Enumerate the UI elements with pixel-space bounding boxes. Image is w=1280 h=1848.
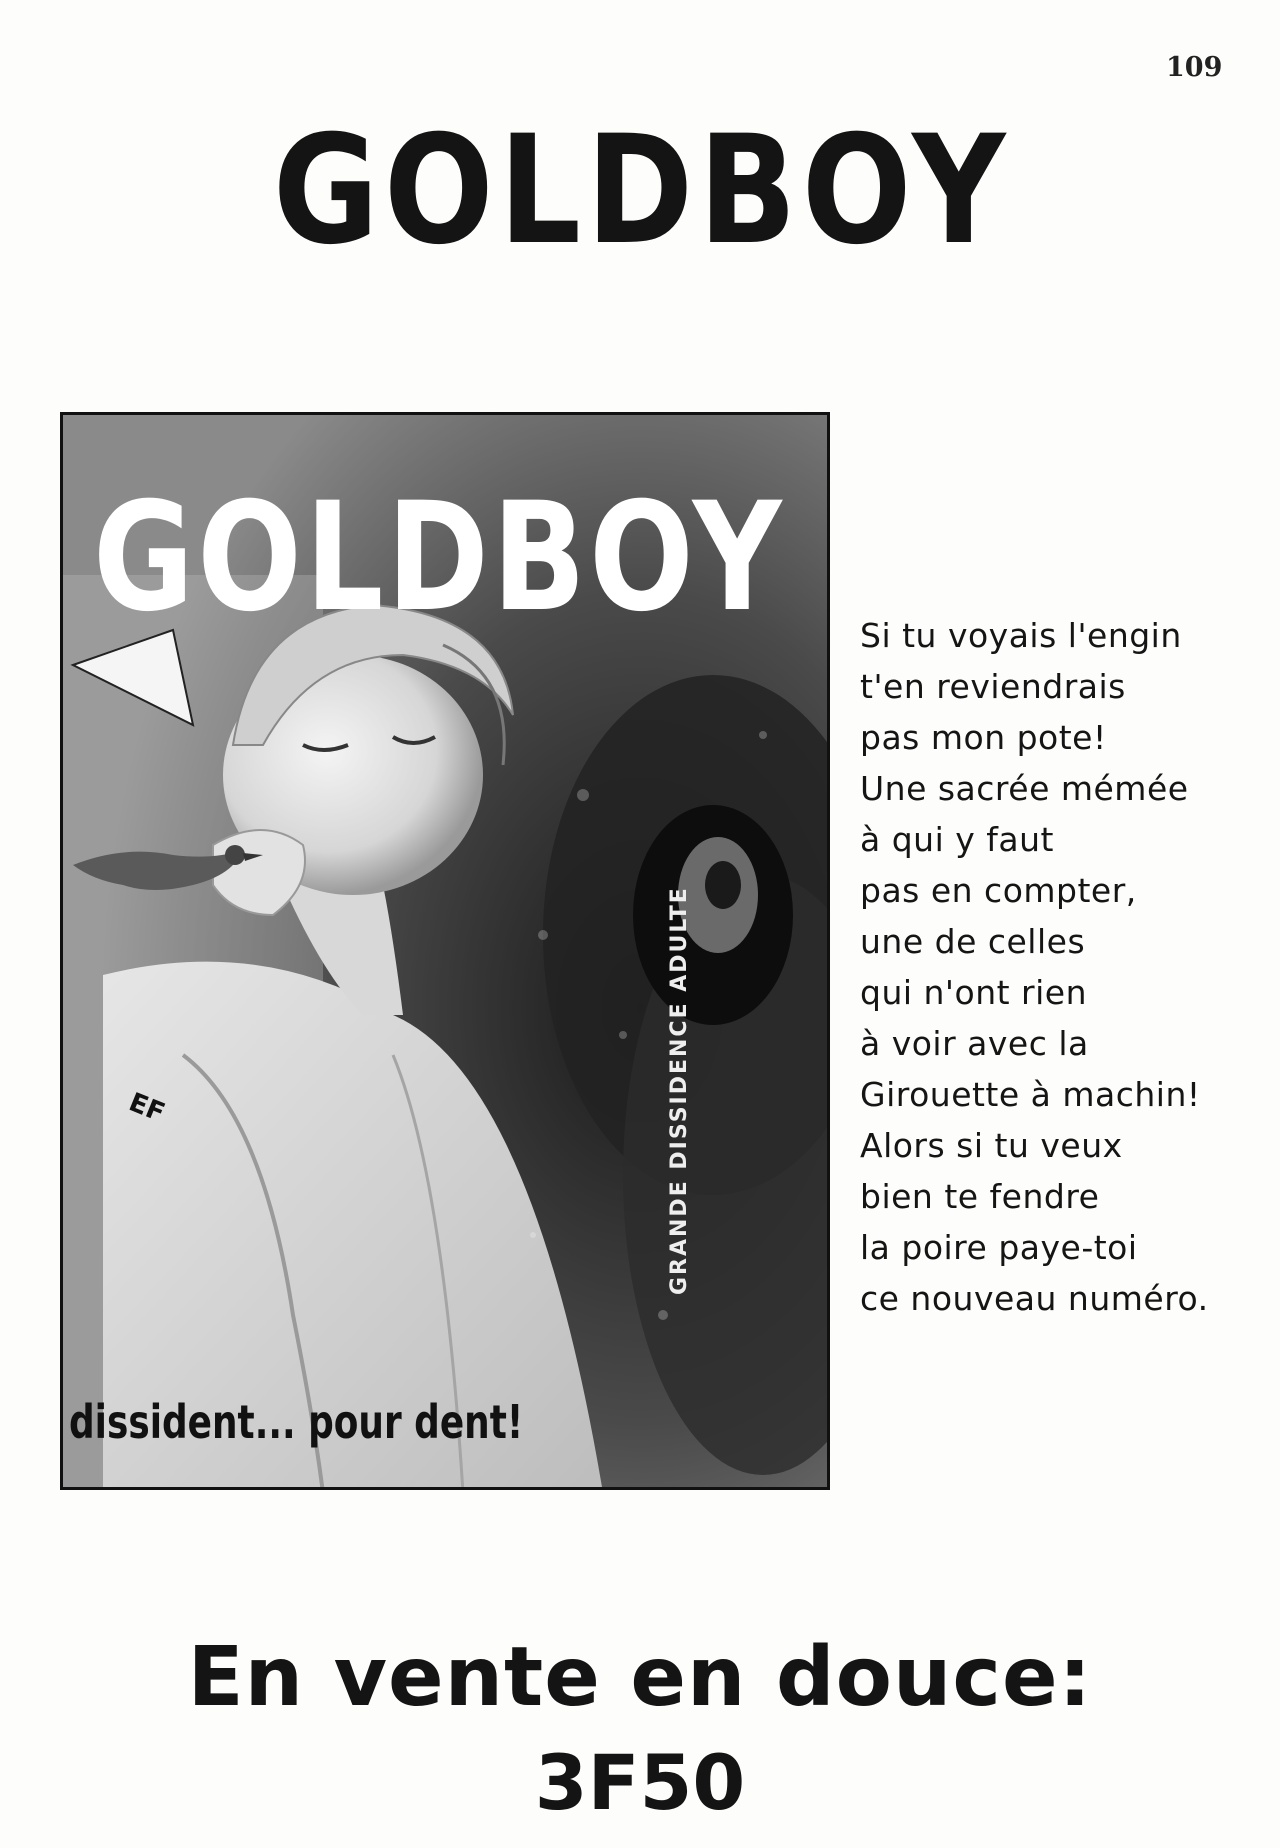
- poem-line: Si tu voyais l'engin: [860, 616, 1182, 655]
- poem-line: à voir avec la: [860, 1024, 1089, 1063]
- cover-title: GOLDBOY: [93, 471, 785, 645]
- masthead-title: GOLDBOY: [272, 104, 1011, 278]
- cover-caption: dissident... pour dent!: [69, 1395, 524, 1449]
- cover-vertical-text: GRANDE DISSIDENCE ADULTE: [667, 886, 692, 1295]
- poem-line: pas mon pote!: [860, 718, 1107, 757]
- poem-line: à qui y faut: [860, 820, 1054, 859]
- magazine-cover-image: [60, 412, 830, 1490]
- poem-line: la poire paye-toi: [860, 1228, 1138, 1267]
- poem-text: [860, 610, 1270, 1324]
- cover-badge: EF: [124, 1087, 169, 1129]
- poem-line: Girouette à machin!: [860, 1075, 1201, 1114]
- poem-line: pas en compter,: [860, 871, 1137, 910]
- page-number: 109: [1166, 52, 1223, 83]
- poem-line: une de celles: [860, 922, 1086, 961]
- poem-line: Alors si tu veux: [860, 1126, 1123, 1165]
- poem-line: qui n'ont rien: [860, 973, 1087, 1012]
- poem-line: Une sacrée mémée: [860, 769, 1189, 808]
- poem-line: bien te fendre: [860, 1177, 1100, 1216]
- price-label: 3F50: [534, 1738, 746, 1827]
- poem-line: t'en reviendrais: [860, 667, 1126, 706]
- sale-announcement: En vente en douce:: [187, 1630, 1093, 1725]
- poem-line: ce nouveau numéro.: [860, 1279, 1209, 1318]
